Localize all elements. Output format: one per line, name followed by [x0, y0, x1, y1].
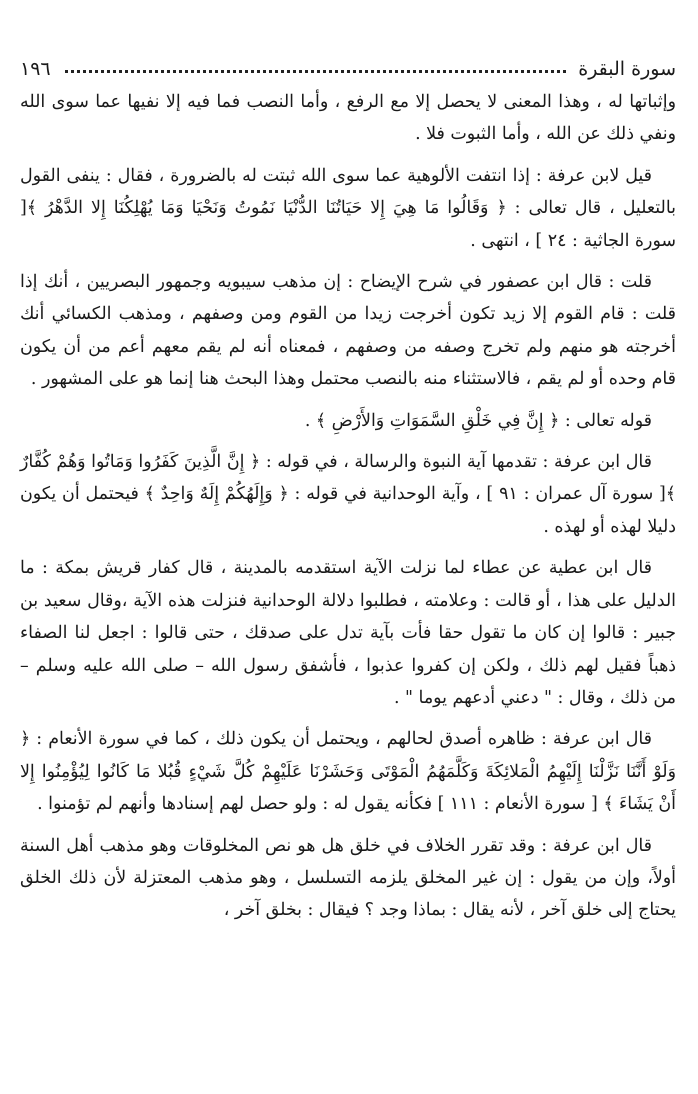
- paragraph-1: وإثباتها له ، وهذا المعنى لا يحصل إلا مع الرفع ، وأما النصب فما فيه إلا نفيها عما سوى الله ونفي ذلك عن الله ، وأما الثبوت فلا .: [20, 92, 676, 145]
- paragraph-2: قيل لابن عرفة : إذا انتفت الألوهية عما سوى الله ثبتت له بالضرورة ، فقال : ينفى القول بالتعليل ، قال تعالى : ﴿ وَقَالُوا مَا هِيَ إِلا حَيَاتُنَا الدُّنْيَا نَمُوتُ وَنَحْيَا وَمَا يُهْلِكُنَا إِلا الدَّهْرُ ﴾[ سورة الجاثية : ٢٤ ] ، انتهى .: [20, 165, 676, 251]
- page-body: [20, 86, 676, 936]
- paragraph-6: قال ابن عطية عن عطاء لما نزلت الآية استقدمه بالمدينة ، قال كفار قريش بمكة : ما الدليل على هذا ، أو قالت : وعلامته ، فطلبوا دلالة الوحدانية فنزلت هذه الآية ،وقال سعيد بن جبير : قالوا إن كان ما تقول حقا فأت بآية تدل على صدقك ، حتى قالوا : اجعل لنا الصفاء ذهباً فقيل لهم ذلك ، ولكن إن كفروا عذبوا ، فأشفق رسول الله – صلى الله عليه وسلم – من ذلك ، وقال : " دعني أدعهم يوما " .: [20, 558, 676, 708]
- header-dotted-leader: [65, 70, 567, 73]
- paragraph-4: قوله تعالى : ﴿ إِنَّ فِي خَلْقِ السَّمَوَاتِ وَالأَرْضِ ﴾ .: [304, 410, 652, 431]
- page-number: ١٩٦: [20, 58, 51, 80]
- page-header: [20, 46, 676, 80]
- surah-title: سورة البقرة: [578, 58, 676, 80]
- paragraph-7: قال ابن عرفة : ظاهره أصدق لحالهم ، ويحتمل أن يكون ذلك ، كما في سورة الأنعام : ﴿ وَلَوْ أَنَّنَا نَزَّلْنَا إِلَيْهِمُ الْمَلائِكَةَ وَكَلَّمَهُمُ الْمَوْتَى وَحَشَرْنَا عَلَيْهِمْ كُلَّ شَيْءٍ قُبُلا مَا كَانُوا لِيُؤْمِنُوا إِلا أَنْ يَشَاءَ ﴾ [ سورة الأنعام : ١١١ ] فكأنه يقول له : ولو حصل لهم إسنادها وأنهم لم تؤمنوا .: [20, 729, 676, 815]
- paragraph-8: قال ابن عرفة : وقد تقرر الخلاف في خلق هل هو نص المخلوقات وهو مذهب أهل السنة أولاً، وإن من يقول : إن غير المخلق يلزمه التسلسل ، وهو مذهب المعتزلة لأن ذلك الخلق يحتاج إلى خلق آخر ، لأنه يقال : بماذا وجد ؟ فيقال : بخلق آخر ،: [20, 835, 676, 921]
- paragraph-5: قال ابن عرفة : تقدمها آية النبوة والرسالة ، في قوله : ﴿ إِنَّ الَّذِينَ كَفَرُوا وَمَاتُوا وَهُمْ كُفَّارٌ ﴾[ سورة آل عمران : ٩١ ] ، وآية الوحدانية في قوله : ﴿ وَإِلَهُكُمْ إِلَهٌ وَاحِدٌ ﴾ فيحتمل أن يكون دليلا لهذه أو لهذه .: [20, 452, 677, 537]
- paragraph-3: قلت : قال ابن عصفور في شرح الإيضاح : إن مذهب سيبويه وجمهور البصريين ، أنك إذا قلت : قام القوم إلا زيد تكون أخرجت زيدا من القوم ومن وصفهم ، ومذهب الكسائي أنك أخرجته هو منهم ولم تخرج وصفه من وصفهم ، فمعناه أنه لم يقم معهم أعم من أن يكون قام وحده أو لم يقم ، فالاستثناء منه بالنصب محتمل وهذا البحث هنا إنما هو على المشهور .: [20, 272, 676, 390]
